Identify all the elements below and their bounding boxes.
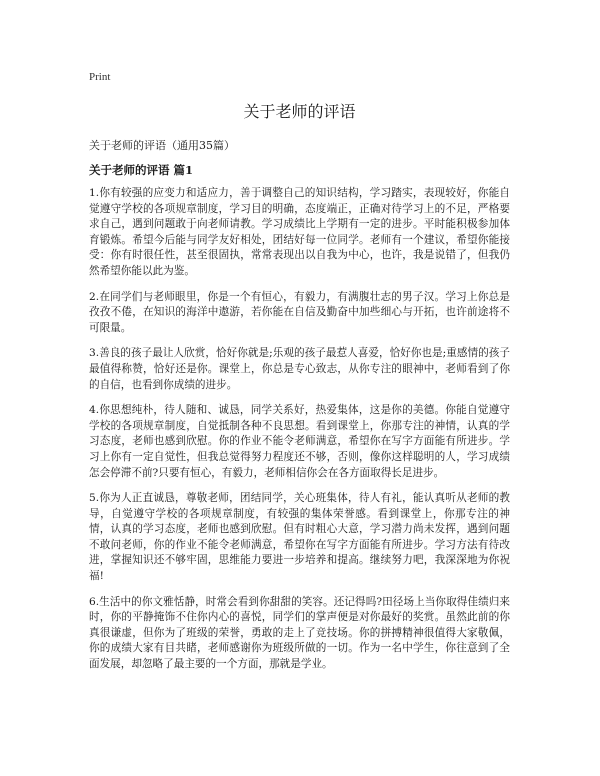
document-subtitle: 关于老师的评语（通用35篇） [89, 139, 235, 152]
paragraph-6: 6.生活中的你文雅恬静，时常会看到你甜甜的笑容。还记得吗?田径场上当你取得佳绩归来时，你的平静掩饰不住你内心的喜悦，同学们的掌声便是对你最好的奖赏。虽然此前的你真很谦虚，但你为了班级的荣誉，勇敢的走上了竞技场。你的拼搏精神很值得大家敬佩，你的成绩大家有目共睹，老师感谢你为班级所做的一切。作为一名中学生，你往意到了全面发展，却忽略了最主要的一个方面，那就是学业。 [89, 595, 510, 671]
paragraph-3: 3.善良的孩子最让人欣赏，恰好你就是;乐观的孩子最惹人喜爱，恰好你也是;重感情的孩子最值得称赞，恰好还是你。课堂上，你总是专心致志，从你专注的眼神中，老师看到了你的自信，也看到你成绩的进步。 [89, 347, 510, 391]
document-title: 关于老师的评语 [243, 102, 356, 121]
paragraph-5: 5.你为人正直诚恳，尊敬老师，团结同学，关心班集体，待人有礼，能认真听从老师的教导，自觉遵守学校的各项规章制度，有较强的集体荣誉感。看到课堂上，你那专注的神情，认真的学习态度，老师也感到欣慰。但有时粗心大意，学习潜力尚未发挥，遇到问题不敢问老师，你的作业不能令老师满意，希望你在写字方面能有所进步。学习方法有待改进，掌握知识还不够牢固，思维能力要进一步培养和提高。继续努力吧，我深深地为你祝福! [89, 492, 510, 583]
paragraph-2: 2.在同学们与老师眼里，你是一个有恒心，有毅力，有满腹壮志的男子汉。学习上你总是孜孜不倦，在知识的海洋中遨游，若你能在自信及勤奋中加些细心与开拓，也许前途将不可限量。 [89, 290, 510, 334]
paragraph-1: 1.你有较强的应变力和适应力，善于调整自己的知识结构，学习踏实，表现较好，你能自觉遵守学校的各项规章制度，学习目的明确，态度端正，正确对待学习上的不足，严格要求自己，遇到问题敢于向老师请教。学习成绩比上学期有一定的进步。平时能积极参加体育锻炼。希望今后能与同学友好相处，团结好每一位同学。老师有一个建议，希望你能接受：你有时很任性，甚至很固执，常常表现出以自我为中心，也许，我是说错了，但我仍然希望你能以此为鉴。 [89, 187, 510, 277]
print-label: Print [89, 71, 111, 83]
section-heading: 关于老师的评语 篇1 [89, 163, 194, 177]
paragraph-list [89, 186, 510, 673]
paragraph-4: 4.你思想纯朴，待人随和、诚恳，同学关系好，热爱集体，这是你的美德。你能自觉遵守学校的各项规章制度，自觉抵制各种不良思想。看到课堂上，你那专注的神情，认真的学习态度，老师也感到欣慰。你的作业不能令老师满意，希望你在写字方面能有所进步。学习上你有一定自觉性，但我总觉得努力程度还不够，否则，像你这样聪明的人，学习成绩怎会停滞不前?只要有恒心，有毅力，老师相信你会在各方面取得长足进步。 [89, 404, 510, 479]
